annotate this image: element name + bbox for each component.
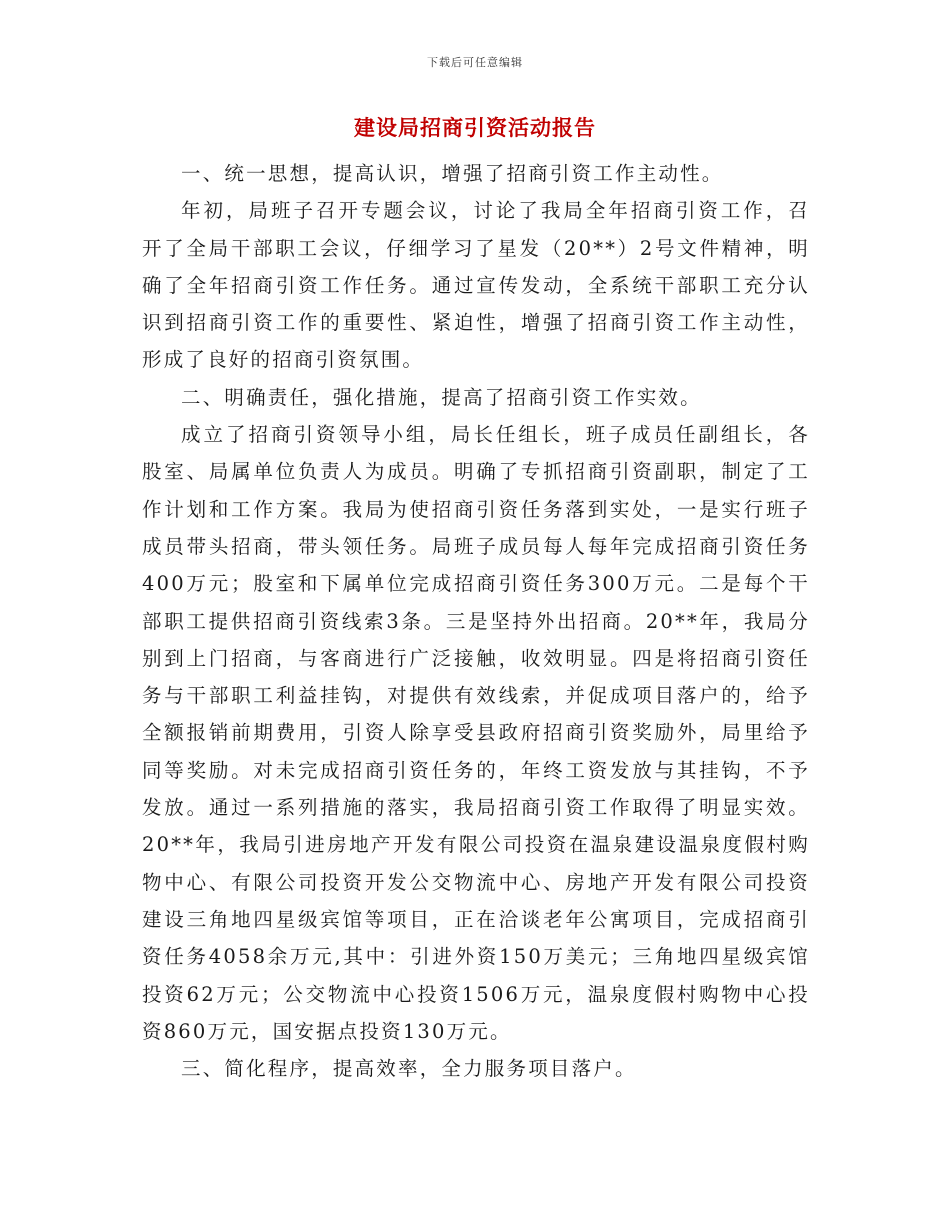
section-heading-3: 三、简化程序，提高效率，全力服务项目落户。 xyxy=(181,1057,637,1081)
header-note: 下载后可任意编辑 xyxy=(427,56,523,69)
section-heading-1: 一、统一思想，提高认识，增强了招商引资工作主动性。 xyxy=(181,162,724,185)
document-body xyxy=(142,155,810,1087)
paragraph-1: 年初，局班子召开专题会议，讨论了我局全年招商引资工作，召开了全局干部职工会议，仔细学习了星发（20**）2号文件精神，明确了全年招商引资工作任务。通过宣传发动，全系统干部职工充分认识到招商引资工作的重要性、紧迫性，增强了招商引资工作主动性，形成了良好的招商引资氛围。 xyxy=(142,199,810,372)
paragraph-2: 成立了招商引资领导小组，局长任组长，班子成员任副组长，各股室、局属单位负责人为成员。明确了专抓招商引资副职，制定了工作计划和工作方案。我局为使招商引资任务落到实处，一是实行班子成员带头招商，带头领任务。局班子成员每人每年完成招商引资任务400万元；股室和下属单位完成招商引资任务300万元。二是每个干部职工提供招商引资线索3条。三是坚持外出招商。20**年，我局分别到上门招商，与客商进行广泛接触，收效明显。四是将招商引资任务与干部职工利益挂钩，对提供有效线索，并促成项目落户的，给予全额报销前期费用，引资人除享受县政府招商引资奖励外，局里给予同等奖励。对未完成招商引资任务的，年终工资发放与其挂钩，不予发放。通过一系列措施的落实，我局招商引资工作取得了明显实效。20**年，我局引进房地产开发有限公司投资在温泉建设温泉度假村购物中心、有限公司投资开发公交物流中心、房地产开发有限公司投资建设三角地四星级宾馆等项目，正在洽谈老年公寓项目，完成招商引资任务4058余万元,其中：引进外资150万美元；三角地四星级宾馆投资62万元；公交物流中心投资1506万元，温泉度假村购物中心投资860万元，国安据点投资130万元。 xyxy=(142,423,810,1043)
document-title: 建设局招商引资活动报告 xyxy=(354,115,596,140)
section-heading-2: 二、明确责任，强化措施，提高了招商引资工作实效。 xyxy=(181,385,702,409)
